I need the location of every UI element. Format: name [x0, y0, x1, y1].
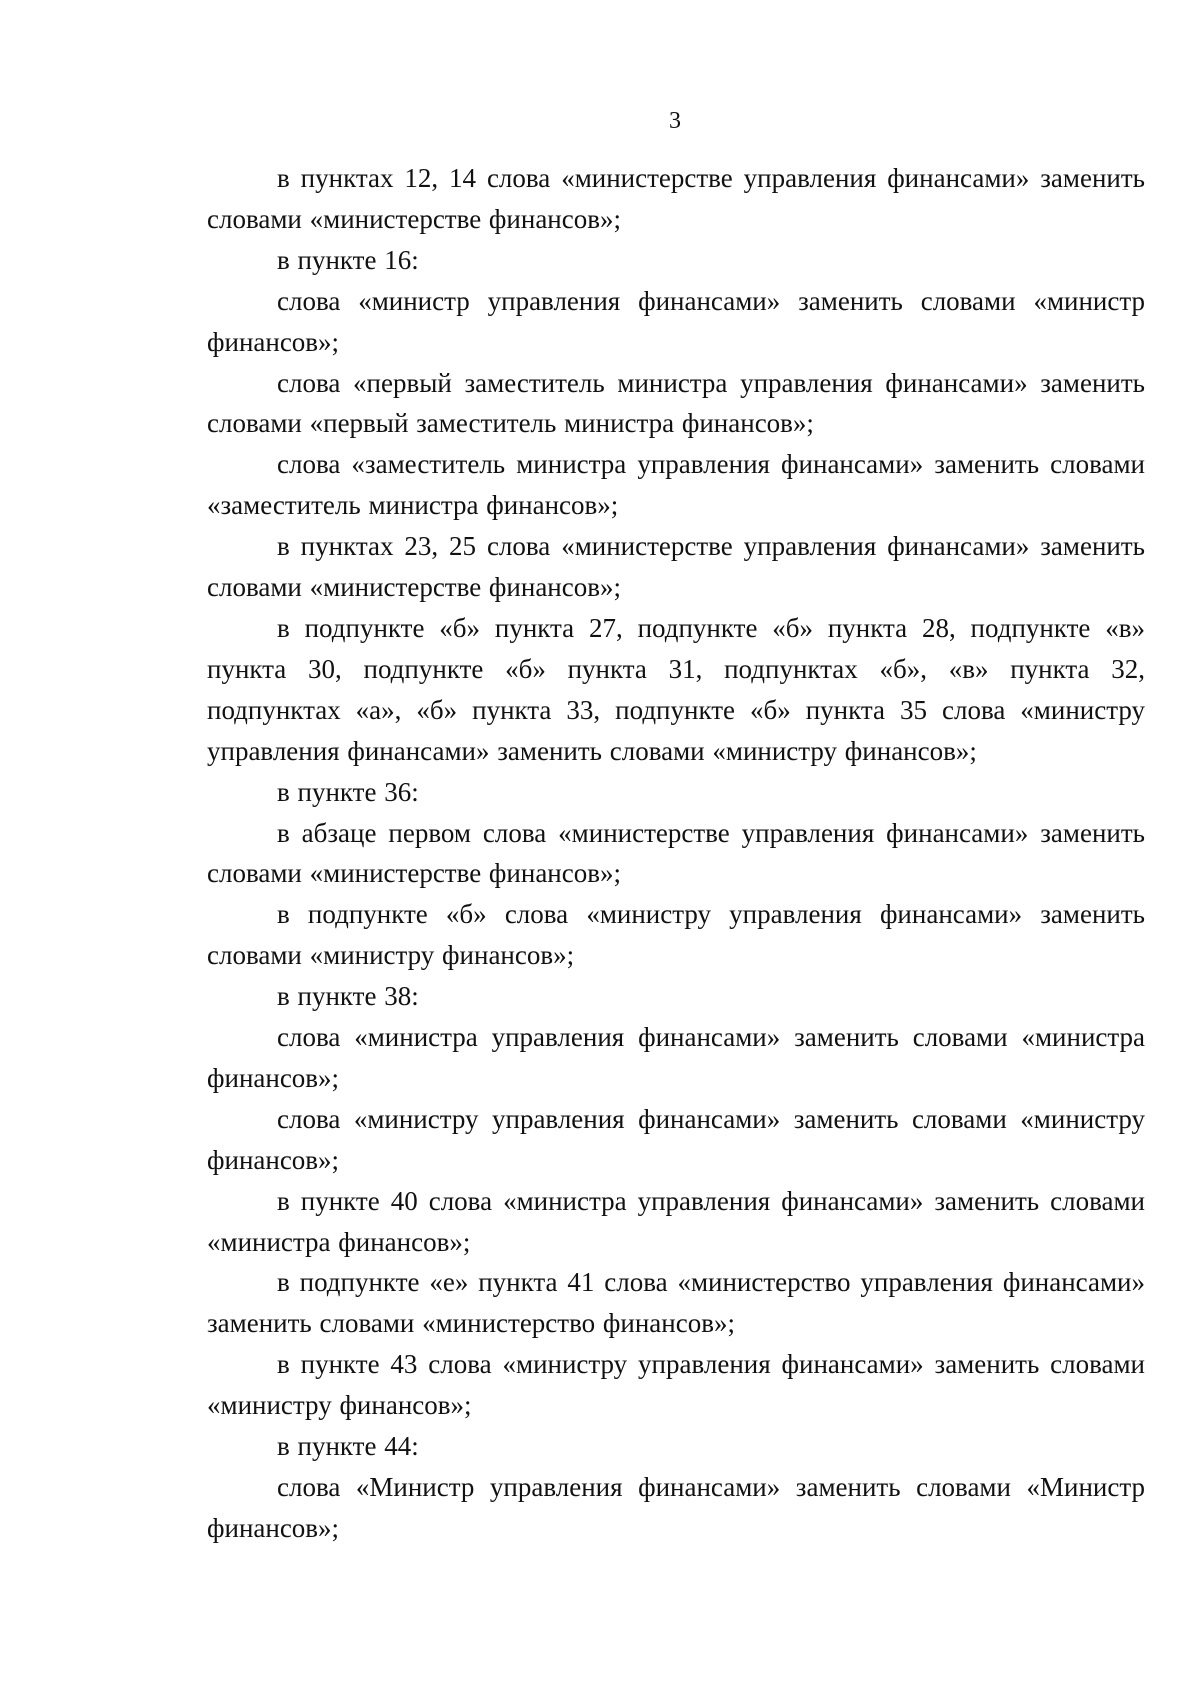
- paragraph: слова «первый заместитель министра управления финансами» заменить словами «первый заместитель министра финансов»;: [207, 367, 1145, 439]
- paragraph: в пункте 36:: [277, 776, 419, 807]
- paragraph: в абзаце первом слова «министерстве управления финансами» заменить словами «министерстве финансов»;: [207, 817, 1145, 889]
- document-body: [207, 158, 1145, 1549]
- paragraph: слова «министра управления финансами» заменить словами «министра финансов»;: [207, 1022, 1145, 1093]
- paragraph: слова «заместитель министра управления финансами» заменить словами «заместитель министра финансов»;: [207, 449, 1145, 521]
- page-number: 3: [669, 108, 681, 134]
- paragraph: в пункте 44:: [277, 1431, 419, 1462]
- paragraph: слова «министру управления финансами» заменить словами «министру финансов»;: [207, 1103, 1145, 1175]
- paragraph: в подпункте «б» пункта 27, подпункте «б» пункта 28, подпункте «в» пункта 30, подпункте «б» пункта 31, подпунктах «б», «в» пункта 32, подпунктах «а», «б» пункта 33, подпункте «б» пункта 35 слова «министру управления финансами» заменить словами «министру финансов»;: [207, 612, 1145, 766]
- paragraph: слова «министр управления финансами» заменить словами «министр финансов»;: [207, 285, 1145, 357]
- paragraph: в подпункте «б» слова «министру управления финансами» заменить словами «министру финансов»;: [207, 899, 1145, 971]
- paragraph: в подпункте «е» пункта 41 слова «министерство управления финансами» заменить словами «министерство финансов»;: [207, 1267, 1145, 1339]
- paragraph: в пунктах 23, 25 слова «министерстве управления финансами» заменить словами «министерстве финансов»;: [207, 531, 1145, 603]
- paragraph: в пункте 16:: [277, 244, 419, 275]
- paragraph: слова «Министр управления финансами» заменить словами «Министр финансов»;: [207, 1472, 1145, 1543]
- paragraph: в пунктах 12, 14 слова «министерстве управления финансами» заменить словами «министерстве финансов»;: [207, 163, 1145, 234]
- paragraph: в пункте 38:: [277, 981, 419, 1012]
- paragraph: в пункте 43 слова «министру управления финансами» заменить словами «министру финансов»;: [207, 1349, 1145, 1421]
- paragraph: в пункте 40 слова «министра управления финансами» заменить словами «министра финансов»;: [207, 1185, 1145, 1257]
